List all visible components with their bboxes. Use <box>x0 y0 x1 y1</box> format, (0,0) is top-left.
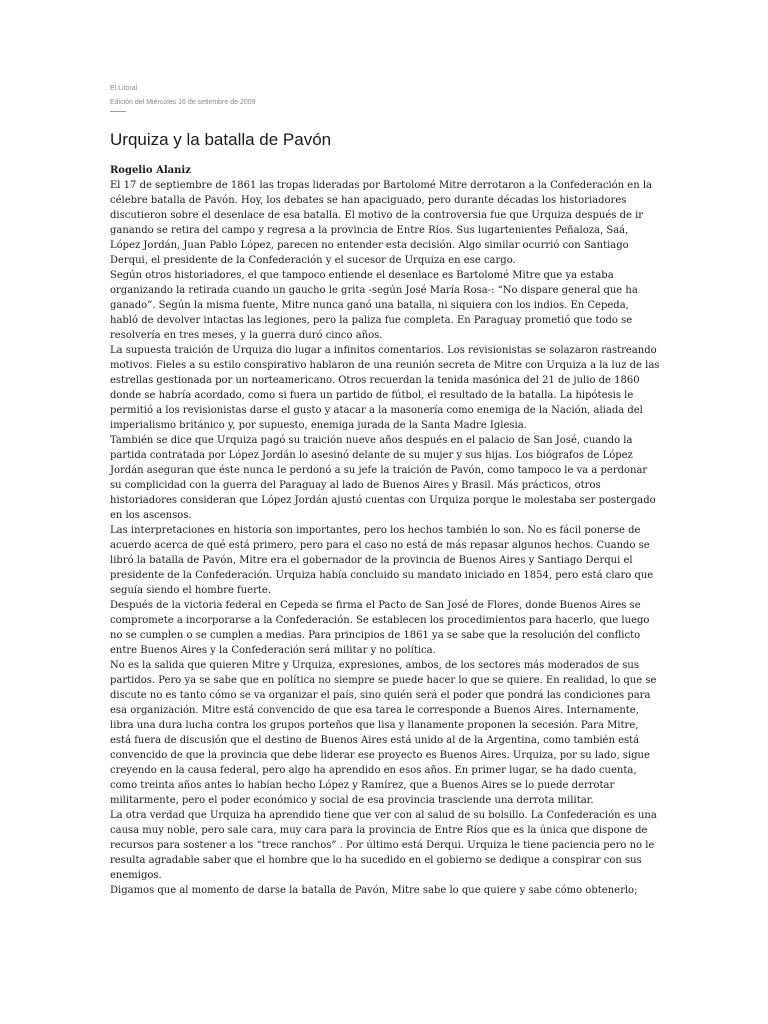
paragraph: También se dice que Urquiza pagó su traición nueve años después en el palacio de San José, cuando la partida contratada por López Jordán lo asesinó delante de su mujer y sus hijas. Los biógrafos de López Jordán aseguran que éste nunca le perdonó a su jefe la traición de Pavón, como tampoco le va a perdonar su complicidad con la guerra del Paraguay al lado de Buenos Aires y Brasil. Más prácticos, otros historiadores consideran que López Jordán ajustó cuentas con Urquiza porque le molestaba ser postergado en los ascensos. <box>110 435 656 521</box>
article-page <box>110 84 660 898</box>
paragraph: No es la salida que quieren Mitre y Urquiza, expresiones, ambos, de los sectores más moderados de sus partidos. Pero ya se sabe que en política no siempre se puede hacer lo que se quiere. En realidad, lo que se discute no es tanto cómo se va organizar el país, sino quién será el poder que pondrá las condiciones para esa organización. Mitre está convencido de que esa tarea le corresponde a Buenos Aires. Internamente, libra una dura lucha contra los grupos porteños que lisa y llanamente proponen la secesión. Para Mitre, está fuera de discusión que el destino de Buenos Aires está unido al de la Argentina, como también está convencido de que la provincia que debe liderar ese proyecto es Buenos Aires. Urquiza, por su lado, sigue creyendo en la causa federal, pero algo ha aprendido en esos años. En primer lugar, se ha dado cuenta, como treinta años antes lo habían hecho López y Ramírez, que a Buenos Aires se lo puede derrotar militarmente, pero el poder económico y social de esa provincia trasciende una derrota militar. <box>110 660 657 806</box>
paragraph: Después de la victoria federal en Cepeda se firma el Pacto de San José de Flores, donde Buenos Aires se compromete a incorporarse a la Confederación. Se establecen los procedimientos para hacerlo, que luego no se cumplen o se cumplen a medias. Para principios de 1861 ya se sabe que la resolución del conflicto entre Buenos Aires y la Confederación será militar y no política. <box>110 600 650 656</box>
paragraph: Según otros historiadores, el que tampoco entiende el desenlace es Bartolomé Mitre que ya estaba organizando la retirada cuando un gaucho le grita -según José María Rosa-: “No dispare general que ha ganado”. Según la misma fuente, Mitre nunca ganó una batalla, ni siquiera con los indios. En Cepeda, habló de devolver intactas las legiones, pero la paliza fue completa. En Paraguay prometió que todo se resolvería en tres meses, y la guerra duró cinco años. <box>110 270 638 341</box>
paragraph: El 17 de septiembre de 1861 las tropas lideradas por Bartolomé Mitre derrotaron a la Confederación en la célebre batalla de Pavón. Hoy, los debates se han apaciguado, pero durante décadas los historiadores discutieron sobre el desenlace de esa batalla. El motivo de la controversia fue que Urquiza después de ir ganando se retira del campo y regresa a la provincia de Entre Ríos. Sus lugartenientes Peñaloza, Saá, López Jordán, Juan Pablo López, parecen no entender esta decisión. Algo similar ocurrió con Santiago Derqui, el presidente de la Confederación y el sucesor de Urquiza en ese cargo. <box>110 180 652 266</box>
paragraph: Las interpretaciones en historia son importantes, pero los hechos también lo son. No es fácil ponerse de acuerdo acerca de qué está primero, pero para el caso no está de más repasar algunos hechos. Cuando se libró la batalla de Pavón, Mitre era el gobernador de la provincia de Buenos Aires y Santiago Derqui el presidente de la Confederación. Urquiza había concluido su mandato iniciado en 1854, pero está claro que seguía siendo el hombre fuerte. <box>110 525 654 596</box>
newspaper-source: El Litoral <box>110 85 138 92</box>
article-title: Urquiza y la batalla de Pavón <box>110 130 332 149</box>
article-body <box>110 178 660 898</box>
paragraph: Digamos que al momento de darse la batalla de Pavón, Mitre sabe lo que quiere y sabe cómo obtenerlo; <box>110 885 638 896</box>
header-divider <box>110 111 126 112</box>
article-author: Rogelio Alaniz <box>110 165 191 176</box>
paragraph: La supuesta traición de Urquiza dio lugar a infinitos comentarios. Los revisionistas se solazaron rastreando motivos. Fieles a su estilo conspirativo hablaron de una reunión secreta de Mitre con Urquiza a la luz de las estrellas gestionada por un norteamericano. Otros recuerdan la tenida masónica del 21 de julio de 1860 donde se habría acordado, como si fuera un partido de fútbol, el resultado de la batalla. La hipótesis le permitió a los revisionistas darse el gusto y atacar a la masonería como enemiga de la Nación, aliada del imperialismo británico y, por supuesto, enemiga jurada de la Santa Madre Iglesia. <box>110 345 660 431</box>
edition-date: Edición del Miércoles 16 de setiembre de 2009 <box>110 99 256 106</box>
paragraph: La otra verdad que Urquiza ha aprendido tiene que ver con al salud de su bolsillo. La Confederación es una causa muy noble, pero sale cara, muy cara para la provincia de Entre Ríos que es la única que dispone de recursos para sostener a los “trece ranchos” . Por último está Derqui. Urquiza le tiene paciencia pero no le resulta agradable saber que el hombre que lo ha sucedido en el gobierno se dedique a conspirar con sus enemigos. <box>110 810 657 881</box>
